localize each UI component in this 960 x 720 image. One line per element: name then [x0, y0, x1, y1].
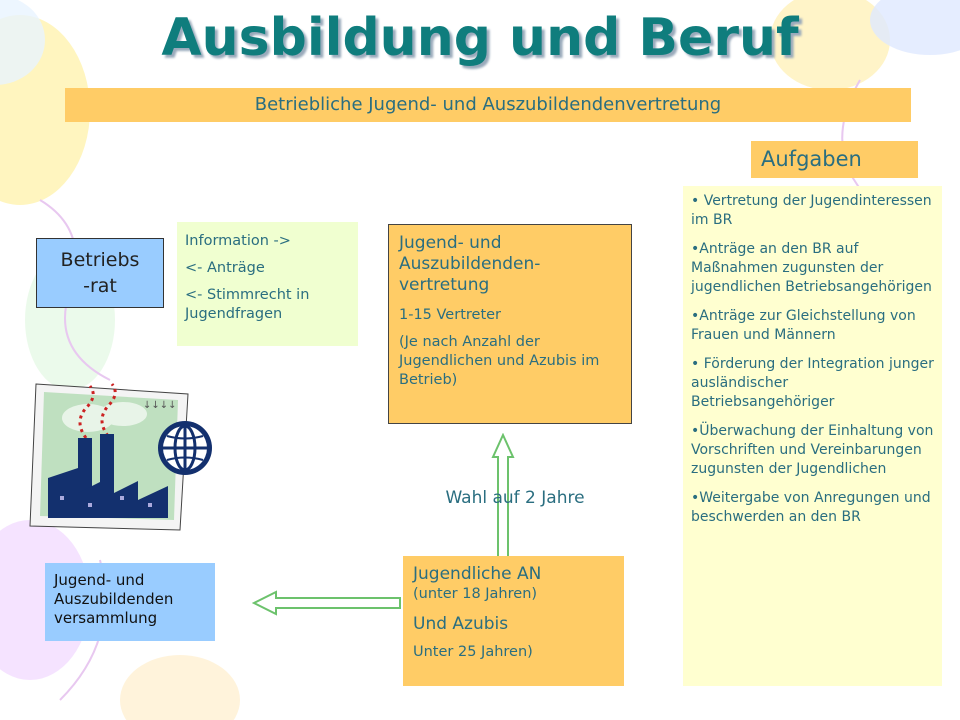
aufgaben-item: • Förderung der Integration junger ausländischer Betriebsangehöriger	[691, 356, 934, 410]
versammlung-line-3: versammlung	[54, 609, 158, 627]
aufgaben-header: Aufgaben	[751, 141, 918, 178]
betriebsrat-line-2: -rat	[83, 275, 117, 297]
jav-box	[388, 224, 632, 424]
jav-count: 1-15 Vertreter	[399, 307, 502, 323]
aufgaben-item: •Weitergabe von Anregungen und beschwerden an den BR	[691, 490, 931, 525]
versammlung-line-1: Jugend- und	[54, 571, 145, 589]
jugendliche-line-3: Und Azubis	[413, 614, 509, 634]
slide-title: Ausbildung und Beruf	[161, 8, 799, 68]
left-arrow-icon	[252, 588, 402, 618]
jugendliche-an-box	[403, 556, 624, 686]
jugendliche-line-4: Unter 25 Jahren)	[413, 644, 533, 660]
information-box	[177, 222, 358, 346]
jav-heading: Jugend- und Auszubildenden-vertretung	[399, 233, 541, 295]
versammlung-box	[45, 563, 215, 641]
aufgaben-item: •Anträge zur Gleichstellung von Frauen und Männern	[691, 308, 916, 343]
aufgaben-list	[683, 186, 942, 686]
betriebsrat-line-1: Betriebs	[60, 249, 140, 271]
jugendliche-line-1: Jugendliche AN	[413, 564, 542, 584]
information-line-2: <- Anträge	[185, 260, 265, 276]
aufgaben-item: • Vertretung der Jugendinteressen im BR	[691, 193, 932, 228]
aufgaben-item: •Überwachung der Einhaltung von Vorschriften und Vereinbarungen zugunsten der Jugendlichen	[691, 423, 934, 477]
versammlung-line-2: Auszubildenden	[54, 590, 174, 608]
aufgaben-item: •Anträge an den BR auf Maßnahmen zugunsten der jugendlichen Betriebsangehörigen	[691, 241, 932, 295]
svg-text:↓↓↓↓: ↓↓↓↓	[143, 400, 177, 411]
factory-globe-clipart	[28, 378, 238, 533]
information-line-3: <- Stimmrecht in Jugendfragen	[185, 287, 310, 322]
jugendliche-line-2: (unter 18 Jahren)	[413, 586, 538, 602]
wahl-label: Wahl auf 2 Jahre	[445, 488, 585, 508]
betriebsrat-box	[36, 238, 164, 308]
jav-note: (Je nach Anzahl der Jugendlichen und Azubis im Betrieb)	[399, 334, 600, 388]
information-line-1: Information ->	[185, 233, 291, 249]
subtitle-bar: Betriebliche Jugend- und Auszubildendenvertretung	[65, 88, 911, 122]
